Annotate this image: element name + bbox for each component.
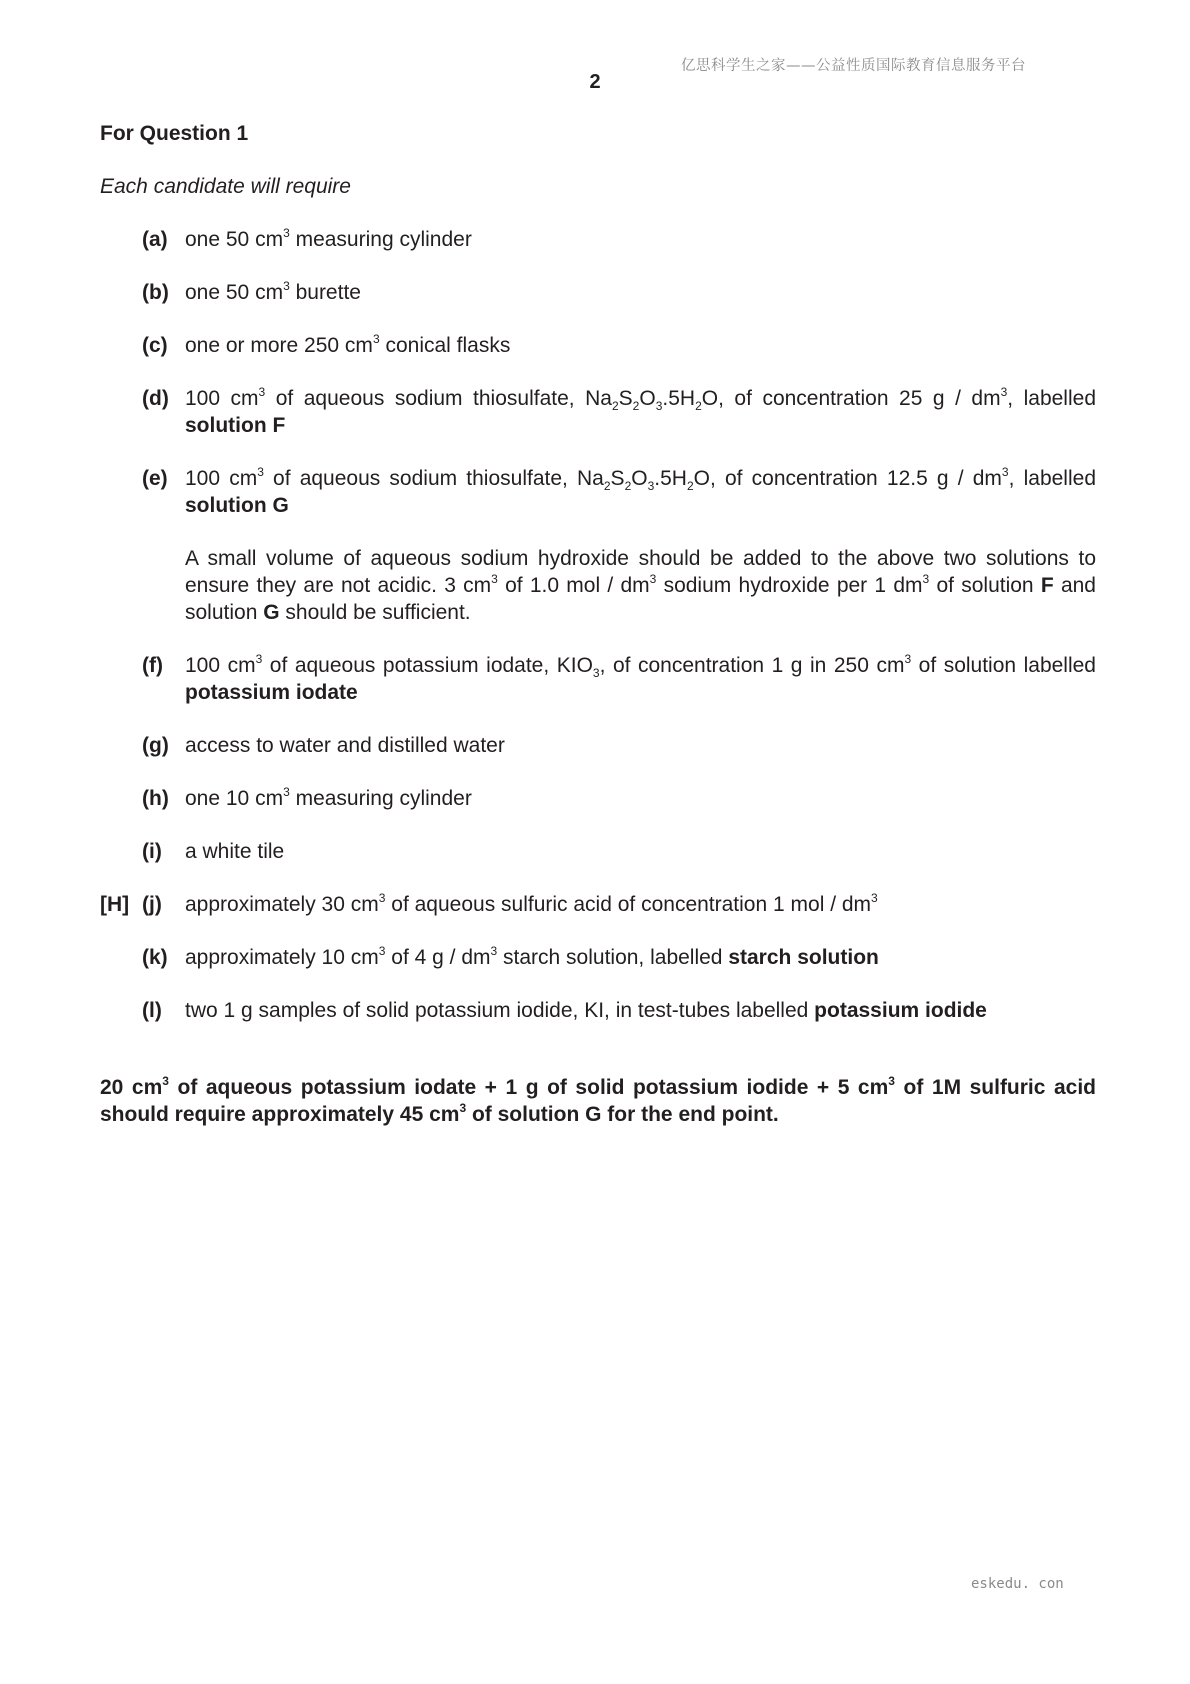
page-number: 2 — [589, 71, 601, 93]
item-text: 100 $cm^3$ of aqueous potassium iodate, $KIO_3$, of concentration 1 g in 250 $cm^3$ of solution labelled potassium iodate — [185, 652, 1096, 704]
higher-tier-marker: [H] — [100, 893, 130, 916]
watermark-text: 亿思科学生之家——公益性质国际教育信息服务平台 — [681, 58, 1026, 74]
item-label: (b) — [142, 281, 169, 304]
list-item-i — [100, 838, 1096, 865]
item-text: one 50 $cm^3$ burette — [185, 279, 361, 304]
list-item-e — [100, 465, 1096, 519]
item-label: (g) — [142, 734, 169, 757]
item-text: a white tile — [185, 840, 285, 863]
item-label: (f) — [142, 654, 163, 677]
item-text: one or more 250 $cm^3$ conical flasks — [185, 332, 511, 357]
item-text: access to water and distilled water — [185, 734, 505, 757]
item-text: 100 $cm^3$ of aqueous sodium thiosulfate, $Na_2S_2O_3.5H_2O$, of concentration 12.5 g / $dm^3$, labelled solution G — [185, 465, 1096, 517]
item-label: (i) — [142, 840, 162, 863]
item-text: two 1 g samples of solid potassium iodide, KI, in test-tubes labelled potassium iodide — [185, 999, 987, 1022]
list-item-d — [100, 385, 1096, 439]
item-label: (k) — [142, 946, 168, 969]
item-label: (c) — [142, 334, 168, 357]
item-label: (d) — [142, 387, 169, 410]
list-item-g — [100, 732, 1096, 759]
list-item-j — [100, 891, 1096, 918]
list-item-c — [100, 332, 1096, 359]
item-text: one 10 $cm^3$ measuring cylinder — [185, 785, 472, 810]
question-heading: For Question 1 — [100, 122, 249, 145]
intro-text: Each candidate will require — [100, 175, 351, 198]
end-point-note: 20 $cm^3$ of aqueous potassium iodate + 1 g of solid potassium iodide + 5 $cm^3$ of 1M sulfuric acid should require approximately 45 $cm^3$ of solution G for the end point. — [100, 1074, 1097, 1126]
list-item-f — [100, 652, 1096, 706]
item-label: (l) — [142, 999, 162, 1022]
item-text: approximately 30 $cm^3$ of aqueous sulfuric acid of concentration 1 mol / $dm^3$ — [185, 891, 878, 916]
item-label: (h) — [142, 787, 169, 810]
list-item-k — [100, 944, 1096, 971]
item-label: (a) — [142, 228, 168, 251]
list-item-b — [100, 279, 1096, 306]
item-text: 100 $cm^3$ of aqueous sodium thiosulfate, $Na_2S_2O_3.5H_2O$, of concentration 25 g / $dm^3$, labelled solution F — [185, 385, 1096, 437]
sodium-hydroxide-note: A small volume of aqueous sodium hydroxide should be added to the above two solutions to ensure they are not acidic. 3 $cm^3$ of 1.0 mol / $dm^3$ sodium hydroxide per 1 $dm^3$ of solution F and solution G should be sufficient. — [185, 547, 1096, 624]
list-item-a — [100, 226, 1096, 253]
footer-watermark: eskedu. con — [971, 1576, 1064, 1592]
item-label: (j) — [142, 893, 162, 916]
list-item-l — [100, 997, 1096, 1024]
list-item-h — [100, 785, 1096, 812]
item-text: approximately 10 $cm^3$ of 4 g / $dm^3$ starch solution, labelled starch solution — [185, 944, 879, 969]
item-label: (e) — [142, 467, 168, 490]
item-text: one 50 $cm^3$ measuring cylinder — [185, 226, 472, 251]
